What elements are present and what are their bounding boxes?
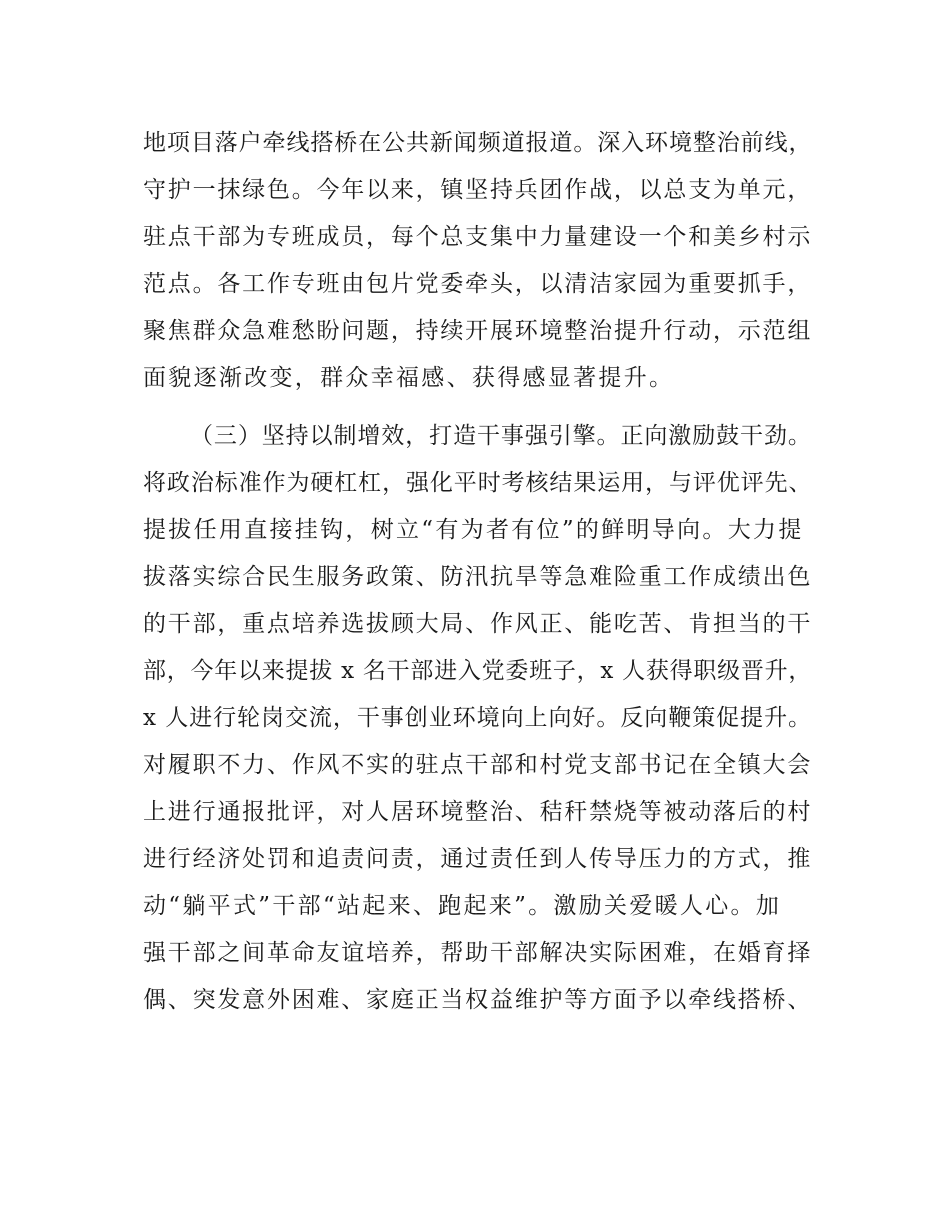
paragraph-2-line-7: x 人进行轮岗交流，干事创业环境向上向好。反向鞭策促提升。 xyxy=(143,705,812,731)
paragraph-2-line-1: （三）坚持以制增效，打造干事强引擎。正向激励鼓干劲。 xyxy=(190,423,812,449)
paragraph-2-line-9: 上进行通报批评，对人居环境整治、秸秆禁烧等被动落后的村 xyxy=(143,799,813,825)
paragraph-1-line-5: 聚焦群众急难愁盼问题，持续开展环境整治提升行动，示范组 xyxy=(143,318,813,344)
paragraph-2-line-10: 进行经济处罚和追责问责，通过责任到人传导压力的方式，推 xyxy=(143,846,813,872)
paragraph-2-line-12: 强干部之间革命友谊培养，帮助干部解决实际困难，在婚育择 xyxy=(143,940,813,966)
paragraph-1-line-4: 范点。各工作专班由包片党委牵头，以清洁家园为重要抓手， xyxy=(143,271,813,297)
paragraph-2-line-3: 提拔任用直接挂钩，树立“有为者有位”的鲜明导向。大力提 xyxy=(143,517,804,543)
paragraph-2-line-2: 将政治标准作为硬杠杠，强化平时考核结果运用，与评优评先、 xyxy=(143,470,813,496)
paragraph-2-line-11: 动“躺平式”干部“站起来、跑起来”。激励关爱暖人心。加 xyxy=(143,893,782,919)
paragraph-1-line-3: 驻点干部为专班成员，每个总支集中力量建设一个和美乡村示 xyxy=(143,224,813,250)
paragraph-2-line-6: 部，今年以来提拔 x 名干部进入党委班子，x 人获得职级晋升， xyxy=(143,658,813,684)
paragraph-2-line-4: 拔落实综合民生服务政策、防汛抗旱等急难险重工作成绩出色 xyxy=(143,564,813,590)
paragraph-2-line-8: 对履职不力、作风不实的驻点干部和村党支部书记在全镇大会 xyxy=(143,752,813,778)
paragraph-1-line-6: 面貌逐渐改变，群众幸福感、获得感显著提升。 xyxy=(143,365,675,391)
paragraph-1-line-2: 守护一抹绿色。今年以来，镇坚持兵团作战，以总支为单元， xyxy=(143,177,813,203)
paragraph-2-line-13: 偶、突发意外困难、家庭正当权益维护等方面予以牵线搭桥、 xyxy=(143,987,813,1013)
paragraph-1-line-1: 地项目落户牵线搭桥在公共新闻频道报道。深入环境整治前线， xyxy=(143,130,813,156)
paragraph-2-line-5: 的干部，重点培养选拔顾大局、作风正、能吃苦、肯担当的干 xyxy=(143,611,813,637)
